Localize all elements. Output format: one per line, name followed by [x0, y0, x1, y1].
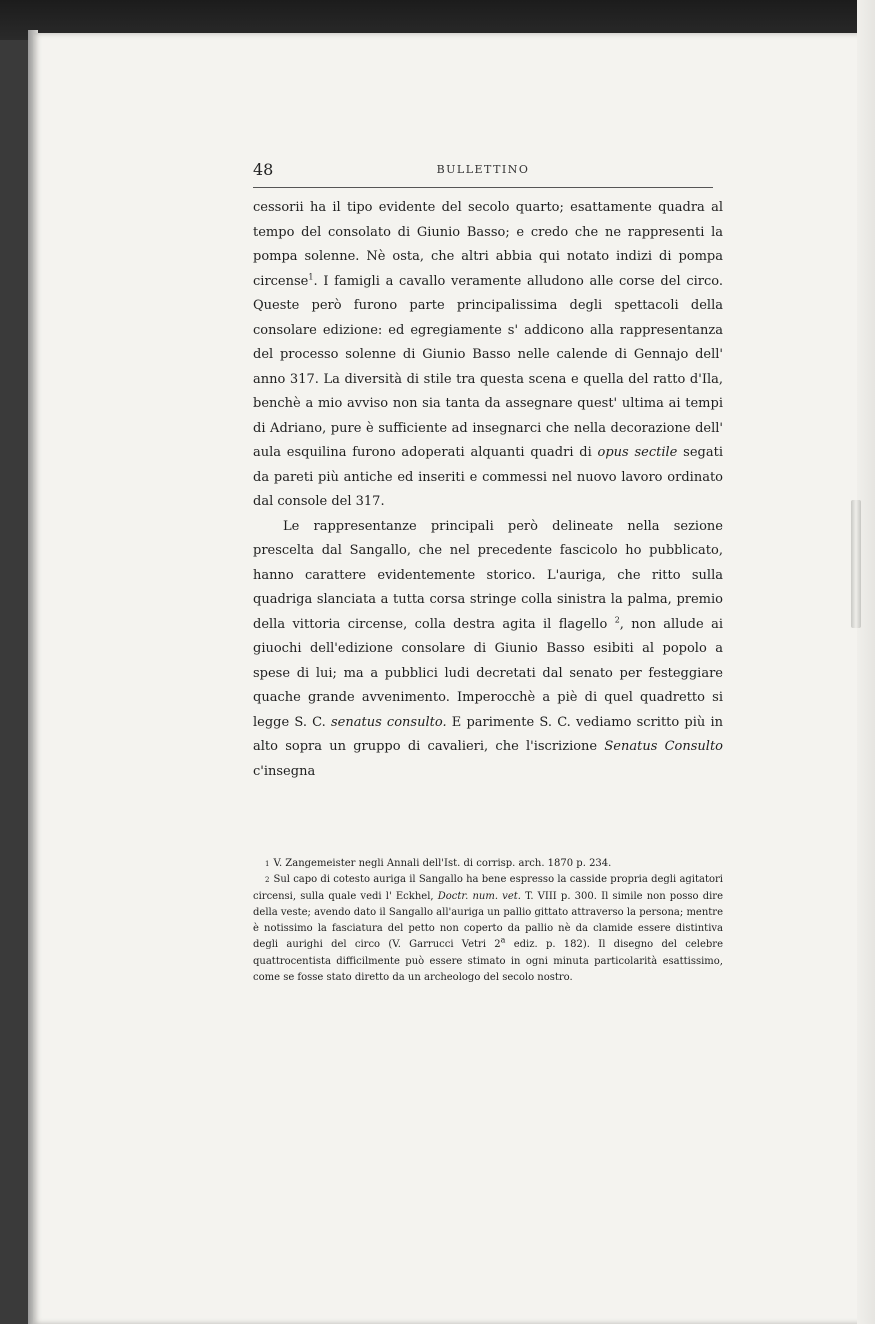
paragraph-1-text-1: cessorii ha il tipo evidente del secolo quarto; esattamente quadra al tempo del consolato di Giunio Basso; e credo che ne rappresenti la pompa solenne. Nè osta, che altri abbia qui notato indizi di pompa circense — [253, 200, 723, 289]
header-rule — [253, 187, 713, 188]
running-title: BULLETTINO — [436, 163, 530, 176]
paragraph-1 — [253, 196, 723, 515]
paragraph-2 — [253, 515, 723, 785]
footnote-ref-2: 2 — [614, 615, 620, 625]
footnote-2-text-1: Sul capo di cotesto auriga il Sangallo ha bene espresso la casside propria degli agitatori circensi, sulla quale vedi l' Eckhel, — [253, 874, 723, 902]
footnotes — [253, 856, 723, 986]
footnote-1 — [253, 856, 723, 872]
paragraph-2-text-3: E parimente S. C. vediamo scritto più in alto sopra un gruppo di cavalieri, che l'iscrizione — [253, 714, 723, 754]
paragraph-2-text-1: Le rappresentanze principali però delineate nella sezione prescelta dal Sangallo, che nel precedente fascicolo ho pubblicato, hanno carattere evidentemente storico. L'auriga, che ritto sulla quadriga slanciata a tutta corsa stringe colla sinistra la palma, premio della vittoria circense, colla destra agita il flagello — [253, 518, 723, 632]
paragraph-1-italic-1: opus sectile — [597, 445, 678, 460]
paragraph-2-text-2: , non allude ai giuochi dell'edizione consolare di Giunio Basso esibiti al popolo a spese di lui; ma a pubblici ludi decretati dal senato per festeggiare quache grande avvenimento. Imperocchè a piè di quel quadretto si legge S. C. — [253, 616, 723, 730]
paragraph-1-text-2: . I famigli a cavallo veramente alludono alle corse del circo. Queste però furono parte principalissima degli spettacoli della consolare edizione: ed egregiamente s' addicono alla rappresentanza del processo solenne di Giunio Basso nelle calende di Gennajo dell' anno 317. La diversità di stile tra questa scena e quella del ratto d'Ila, benchè a mio avviso non sia tanta da assegnare quest' ultima ai tempi di Adriano, pure è sufficiente ad insegnarci che nella decorazione dell' aula esquilina furono adoperati alquanti quadri di — [253, 273, 723, 460]
footnote-2-italic-1: Doctr. num. vet. — [437, 890, 521, 902]
footnote-1-text: V. Zangemeister negli Annali dell'Ist. di corrisp. arch. 1870 p. 234. — [273, 858, 612, 869]
main-text — [253, 196, 723, 784]
footnote-2-mark: 2 — [265, 876, 270, 885]
scan-border-right — [857, 0, 875, 1324]
footnote-1-mark: 1 — [265, 860, 270, 868]
page-number: 48 — [253, 160, 274, 179]
footnote-ref-1: 1 — [308, 272, 314, 282]
footnote-2-text-2: T. VIII p. 300. Il simile non posso dire della veste; avendo dato il Sangallo all'auriga un pallio gittato attraverso la persona; mentre è notissimo la fasciatura del petto non coperto da pallio nè da clamide essere distintiva degli aurighi del circo (V. Garrucci Vetri 2 — [253, 890, 723, 951]
running-head — [253, 160, 713, 188]
footnote-2-text-3: ediz. p. 182). Il disegno del celebre quattrocentista difficilmente può essere stimato in ogni minuta particolarità esattissimo, come se fosse stato diretto da un archeologo del secolo nostro. — [253, 939, 723, 984]
paragraph-2-italic-2: Senatus Consulto — [604, 739, 724, 754]
paragraph-1-text-3: segati da pareti più antiche ed inseriti e commessi nel nuovo lavoro ordinato dal console del 317. — [253, 445, 723, 509]
paragraph-2-text-4: c'insegna — [253, 763, 316, 779]
footnote-2 — [253, 872, 723, 986]
page-side-mark — [851, 500, 861, 628]
footnote-2-ordinal: a — [500, 936, 506, 946]
paragraph-2-italic-1: senatus consulto. — [330, 714, 447, 730]
